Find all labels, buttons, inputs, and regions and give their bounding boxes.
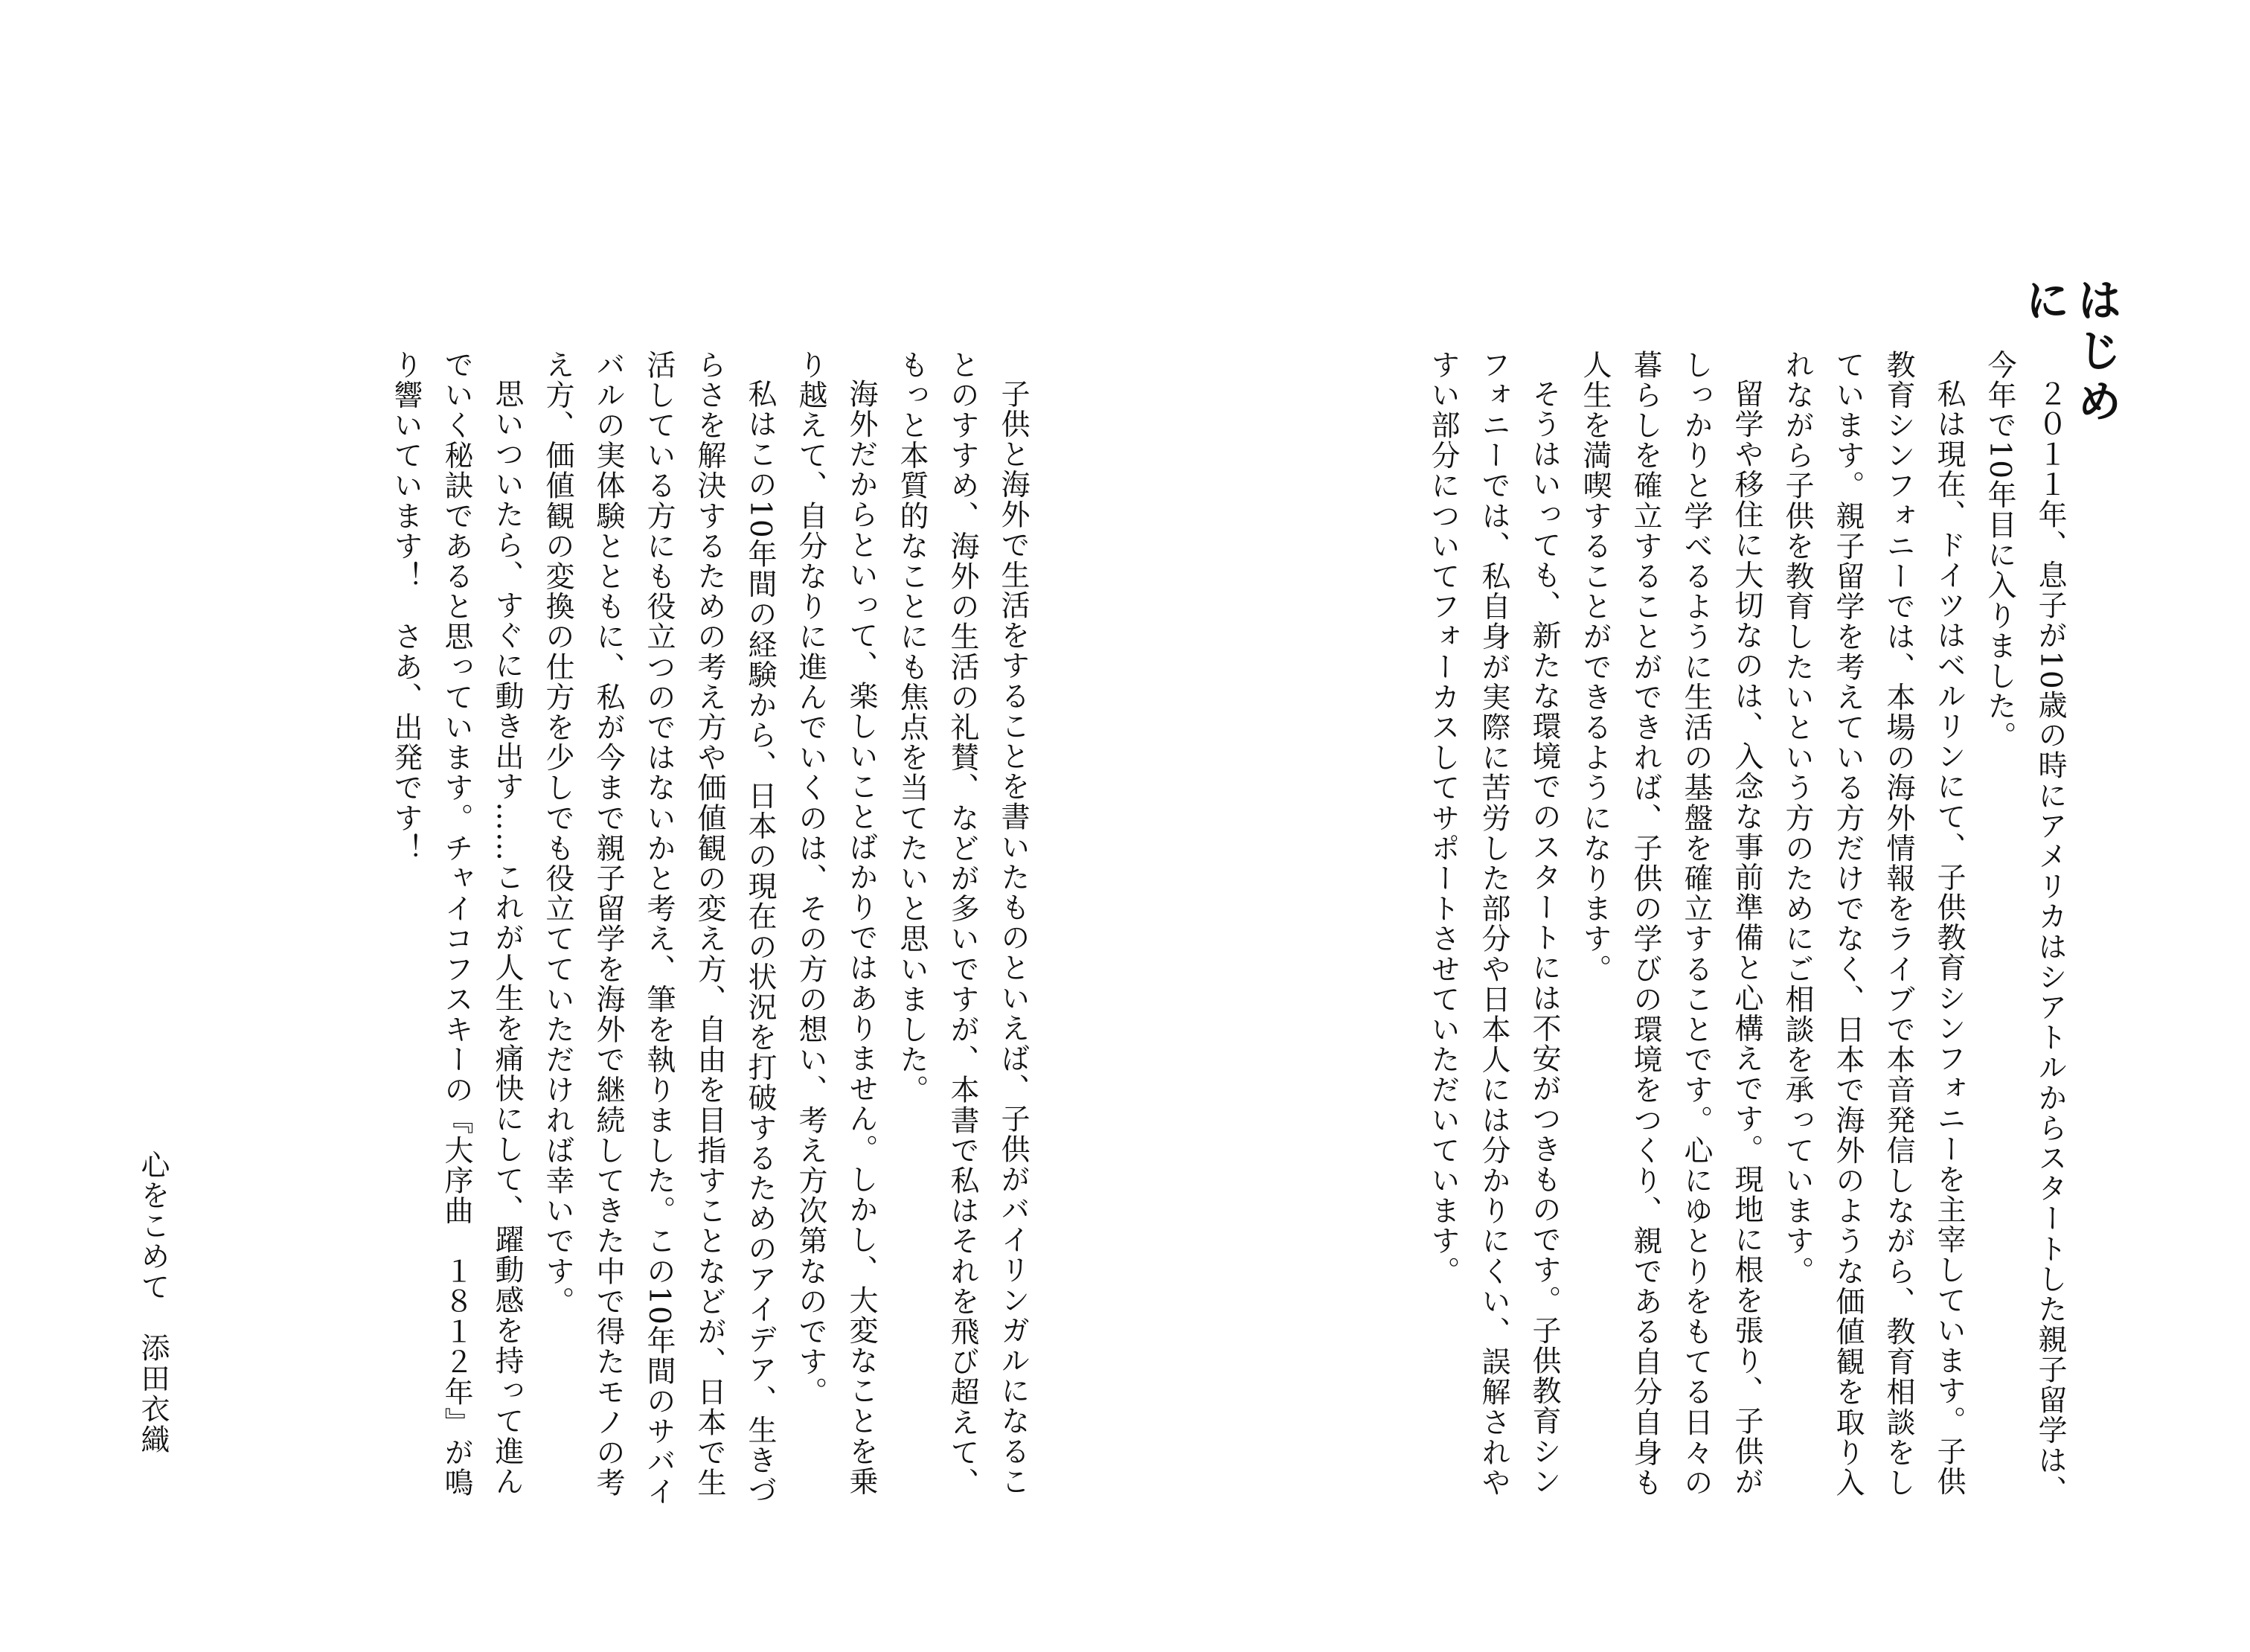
paragraph-symphony-intro: 私は現在、ドイツはベルリンにて、子供教育シンフォニーを主宰しています。子供教育シンフォニーでは、本場の海外情報をライブで本音発信しながら、教育相談をしています。親子留学を考えている方だけでなく、日本で海外のような価値観を取り入れながら子供を教育したいという方のためにご相談を承っています。	[1781, 350, 1966, 1498]
first-text-section	[1309, 350, 2075, 1511]
paragraph-support: そうはいっても、新たな環境でのスタートには不安がつきものです。子供教育シンフォニーでは、私自身が実際に苦労した部分や日本人には分かりにくい、誤解されやすい部分についてフォーカスしてサポートさせていただいています。	[1426, 350, 1561, 1498]
paragraph-experience: 私はこの10年間の経験から、日本の現在の状況を打破するためのアイデア、生きづらさを解決するための考え方や価値観の変え方、自由を目指すことなどが、日本で生活している方にも役立つのではないかと考え、筆を執りました。この10年間のサバイバルの実体験とともに、私が今まで親子留学を海外で継続してきた中で得たモノの考え方、価値観の変換の仕方を少しでも役立てていただければ幸いです。	[541, 350, 777, 1508]
paragraph-mindset: 海外だからといって、楽しいことばかりではありません。しかし、大変なことを乗り越えて、自分なりに進んでいくのは、その方の想い、考え方次第なのです。	[794, 350, 878, 1497]
author-signature: 心をこめて 添田衣織	[136, 1150, 170, 1455]
chapter-heading: はじめに	[2018, 277, 2122, 429]
paragraph-closing: 思いついたら、すぐに動き出す……これが人生を痛快にして、躍動感を持って進んでいく秘訣であると思っています。チャイコフスキーの『大序曲 １８１２年』が鳴り響いています！ さあ、出発です！	[389, 350, 524, 1498]
second-text-section	[286, 350, 1038, 1511]
paragraph-start-story: ２０１１年、息子が10歳の時にアメリカはシアトルからスタートした親子留学は、今年で10年目に入りました。	[1983, 350, 2067, 1506]
paragraph-preparation: 留学や移住に大切なのは、入念な事前準備と心構えです。現地に根を張り、子供がしっかりと学べるように生活の基盤を確立することです。心にゆとりをもてる日々の暮らしを確立することができれば、子供の学びの環境をつくり、親である自分自身も人生を満喫することができるようになります。	[1578, 350, 1763, 1498]
paragraph-book-focus: 子供と海外で生活をすることを書いたものといえば、子供がバイリンガルになることのすすめ、海外の生活の礼賛、などが多いですが、本書で私はそれを飛び超えて、もっと本質的なことにも焦点を当てたいと思いました。	[895, 350, 1030, 1498]
